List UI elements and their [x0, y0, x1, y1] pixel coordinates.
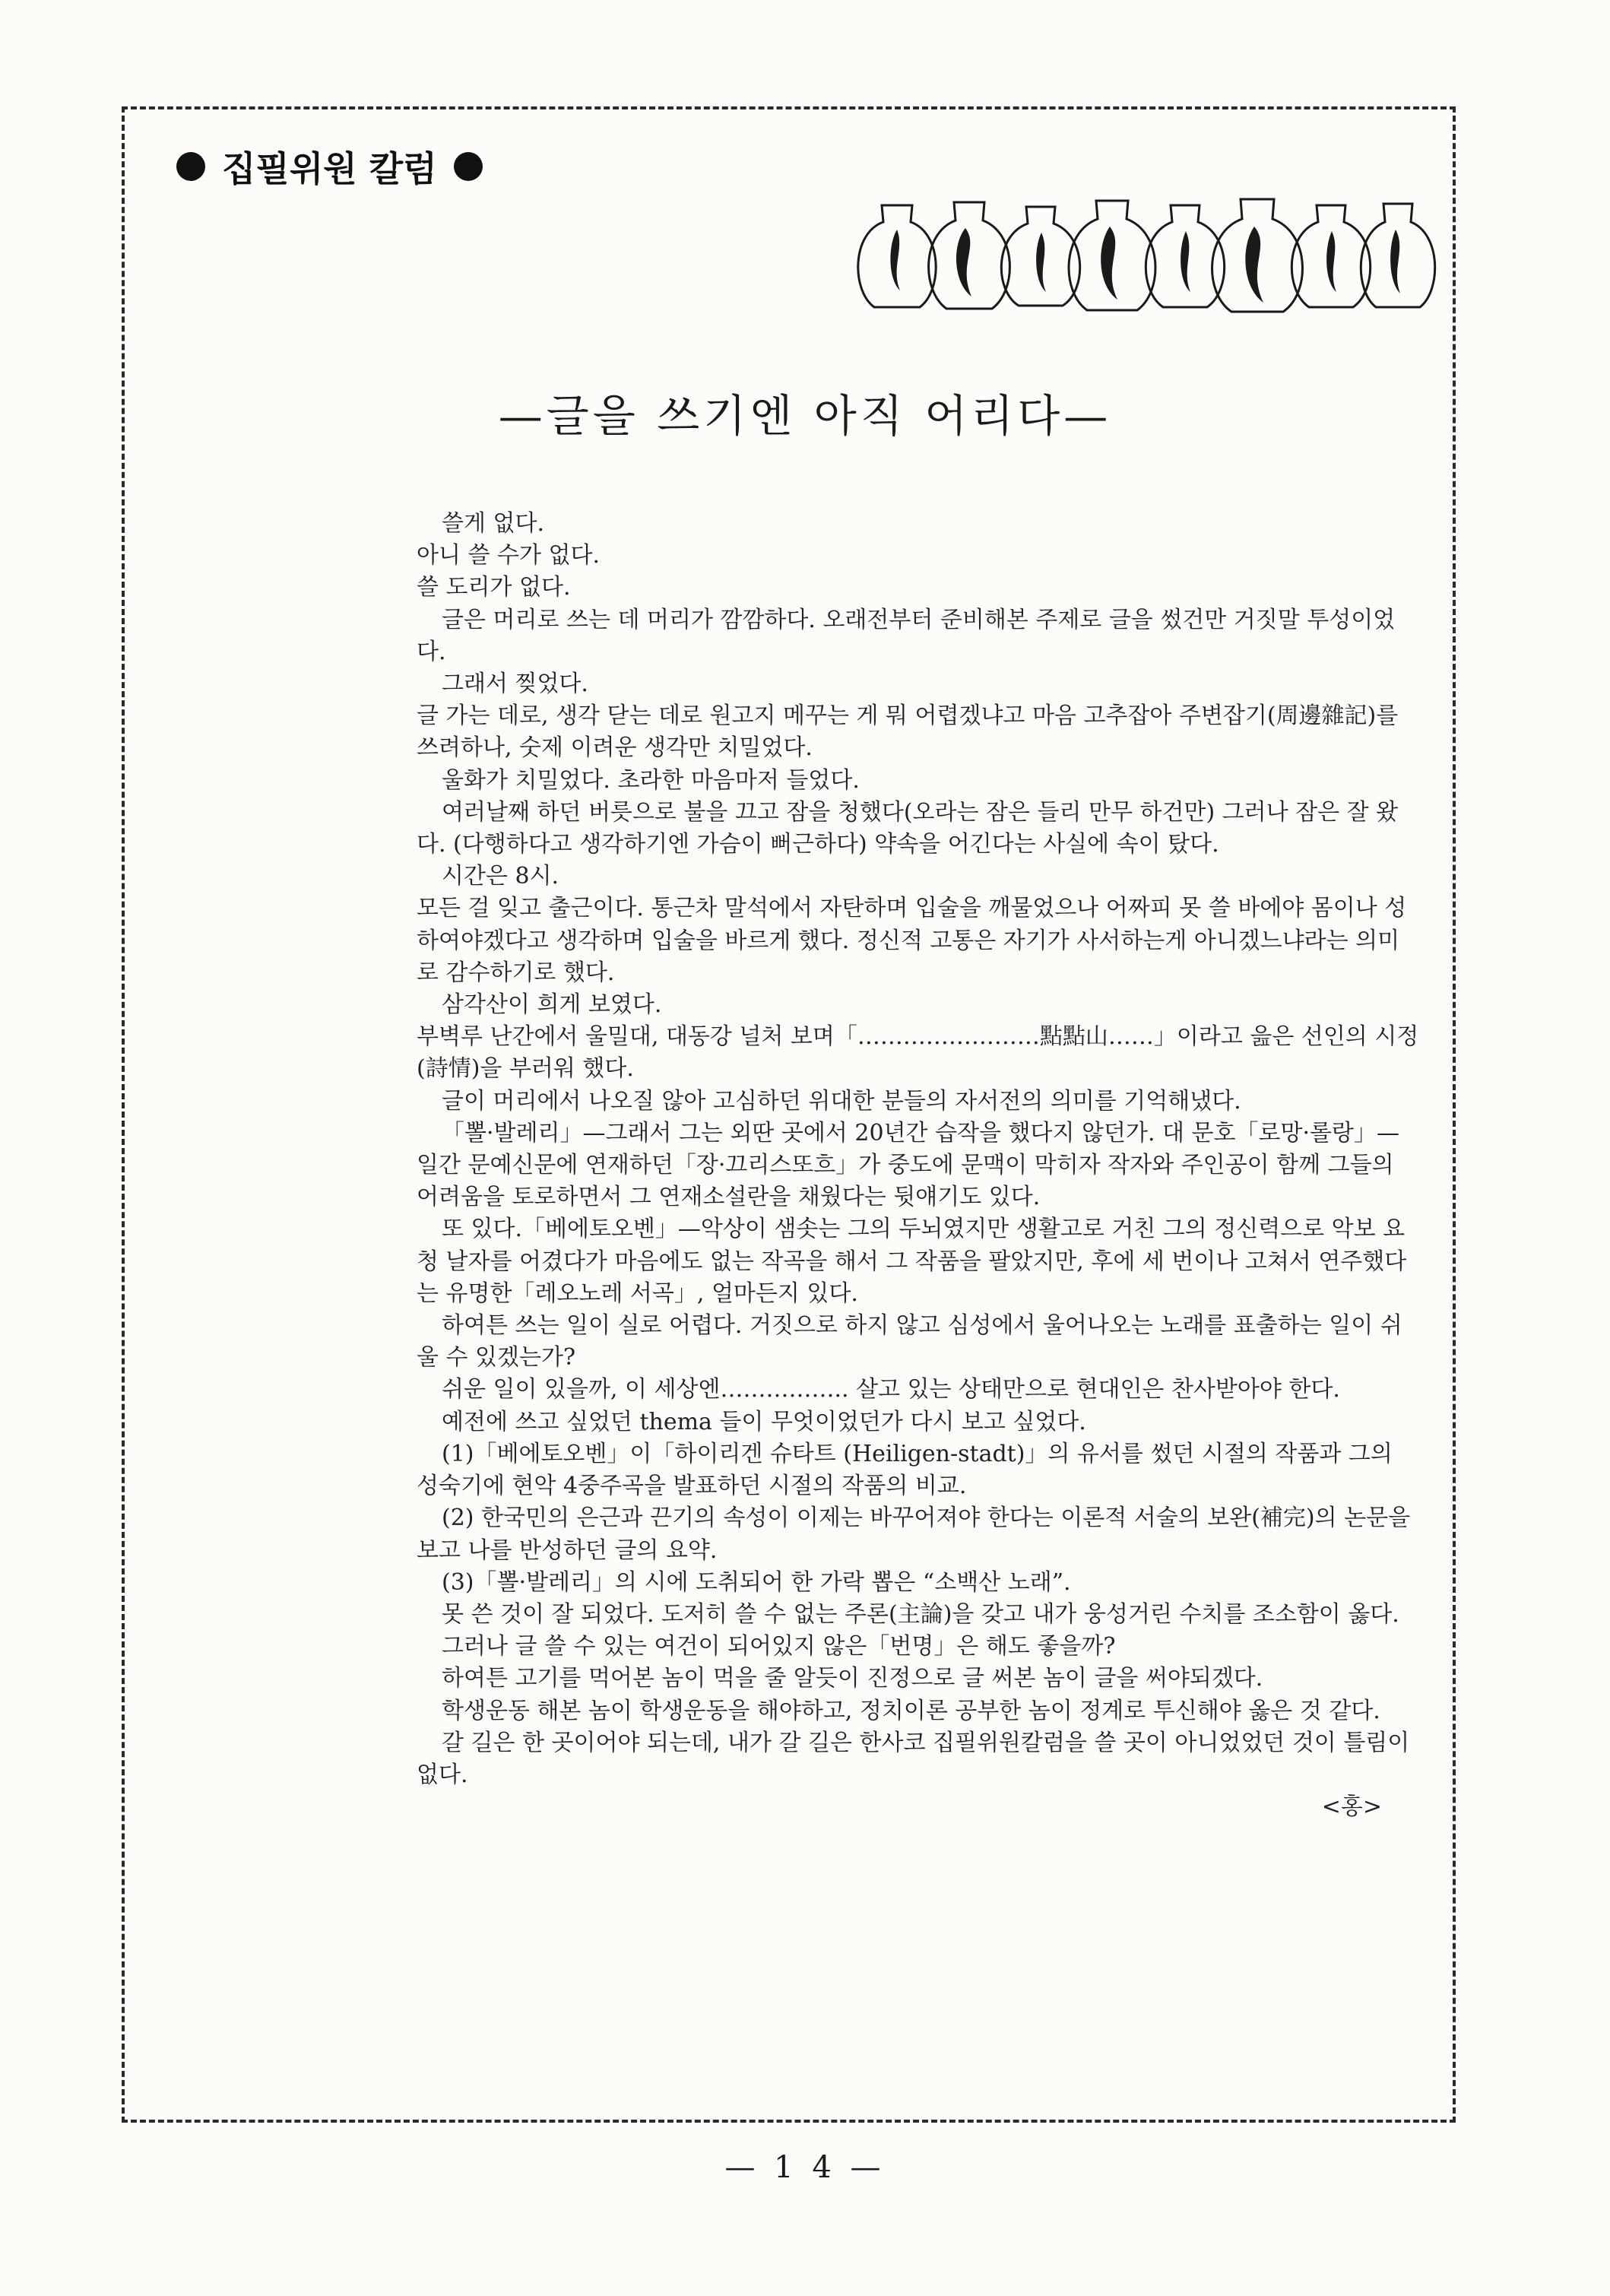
paragraph: (3)「뽈·발레리」의 시에 도취되어 한 가락 뽑은 “소백산 노래”.: [442, 1568, 1071, 1596]
paragraph: 울화가 치밀었다. 초라한 마음마저 들었다.: [442, 766, 860, 794]
author-signature: <홍>: [1321, 1793, 1382, 1821]
paragraph: 하여튼 고기를 먹어본 놈이 먹을 줄 알듯이 진정으로 글 써본 놈이 글을 써야되겠다.: [442, 1665, 1263, 1692]
paragraph: 글은 머리로 쓰는 데 머리가 깜깜하다. 오래전부터 준비해본 주제로 글을 썼건만 거짓말 투성이었다.: [417, 606, 1396, 665]
paragraph: 「뽈·발레리」—그래서 그는 외딴 곳에서 20년간 습작을 했다지 않던가. 대 문호「로망·롤랑」—일간 문예신문에 연재하던「장·끄리스또흐」가 중도에 문맥이 막히자 작자와 주인공이 함께 그들의 어려움을 토로하면서 그 연재소설란을 채웠다는 뒷얘기도 있다.: [417, 1119, 1399, 1211]
article-body: [417, 508, 1420, 1823]
paragraph: (2) 한국민의 은근과 끈기의 속성이 이제는 바꾸어져야 한다는 이론적 서술의 보완(補完)의 논문을 보고 나를 반성하던 글의 요약.: [417, 1505, 1411, 1564]
paragraph: 글 가는 데로, 생각 닫는 데로 원고지 메꾸는 게 뭐 어렵겠냐고 마음 고추잡아 주변잡기(周邊雜記)를 쓰려하나, 숫제 이려운 생각만 치밀었다.: [417, 702, 1399, 762]
paragraph: 시간은 8시.: [442, 863, 559, 890]
paragraph: 모든 걸 잊고 출근이다. 통근차 말석에서 자탄하며 입술을 깨물었으나 어짜피 못 쓸 바에야 몸이나 성하여야겠다고 생각하며 입술을 바르게 했다. 정신적 고통은 자기가 사서하는게 아니겠느냐라는 의미로 감수하기로 했다.: [417, 895, 1407, 986]
paragraph: 부벽루 난간에서 울밀대, 대동강 널처 보며「……………………點點山……」이라고 읊은 선인의 시정(詩情)을 부러워 했다.: [417, 1023, 1419, 1083]
bullet-icon: [176, 152, 205, 181]
paragraph: 또 있다.「베에토오벤」—악상이 샘솟는 그의 두뇌였지만 생활고로 거친 그의 정신력으로 악보 요청 날자를 어겼다가 마음에도 없는 작곡을 해서 그 작품을 팔았지만, 후에 세 번이나 고쳐서 연주했다는 유명한「레오노레 서곡」, 얼마든지 있다.: [417, 1216, 1407, 1307]
paragraph: 쉬운 일이 있을까, 이 세상엔…………….. 살고 있는 상태만으로 현대인은 찬사받아야 한다.: [442, 1376, 1340, 1403]
paragraph: 그러나 글 쓸 수 있는 여건이 되어있지 않은「번명」은 해도 좋을까?: [442, 1633, 1116, 1660]
paragraph: 쓸게 없다.: [442, 510, 544, 537]
paragraph: 갈 길은 한 곳이어야 되는데, 내가 갈 길은 한사코 집필위원칼럼을 쓸 곳이 아니었었던 것이 틀림이 없다.: [417, 1729, 1410, 1788]
bullet-icon: [454, 152, 483, 181]
paragraph: 예전에 쓰고 싶었던 thema 들이 무엇이었던가 다시 보고 싶었다.: [442, 1408, 1086, 1435]
pottery-jars-illustration: [851, 192, 1444, 313]
article-title: —글을 쓰기엔 아직 어리다—: [498, 390, 1112, 442]
paragraph: 쓸 도리가 없다.: [417, 574, 571, 601]
paragraph: 여러날째 하던 버릇으로 불을 끄고 잠을 청했다(오라는 잠은 들리 만무 하건만) 그러나 잠은 잘 왔다. (다행하다고 생각하기엔 가슴이 뻐근하다) 약속을 어긴다는 사실에 속이 탔다.: [417, 798, 1399, 858]
column-header: [176, 141, 483, 192]
column-header-label: 집필위원 칼럼: [222, 148, 437, 189]
page-number: — 1 4 —: [724, 2150, 886, 2185]
paragraph: 그래서 찢었다.: [442, 671, 588, 698]
paragraph: 글이 머리에서 나오질 않아 고심하던 위대한 분들의 자서전의 의미를 기억해냈다.: [442, 1087, 1241, 1115]
paragraph: 삼각산이 희게 보였다.: [442, 991, 662, 1019]
paragraph: 못 쓴 것이 잘 되었다. 도저히 쓸 수 없는 주론(主論)을 갖고 내가 웅성거린 수치를 조소함이 옳다.: [442, 1600, 1399, 1628]
paragraph: 학생운동 해본 놈이 학생운동을 해야하고, 정치이론 공부한 놈이 정계로 투신해야 옳은 것 같다.: [442, 1697, 1380, 1724]
paragraph: (1)「베에토오벤」이「하이리겐 슈타트 (Heiligen-stadt)」의 유서를 썼던 시절의 작품과 그의 성숙기에 현악 4중주곡을 발표하던 시절의 작품의 비교.: [417, 1440, 1393, 1500]
paragraph: 아니 쓸 수가 없다.: [417, 542, 601, 569]
paragraph: 하여튼 쓰는 일이 실로 어렵다. 거짓으로 하지 않고 심성에서 울어나오는 노래를 표출하는 일이 쉬울 수 있겠는가?: [417, 1312, 1402, 1372]
